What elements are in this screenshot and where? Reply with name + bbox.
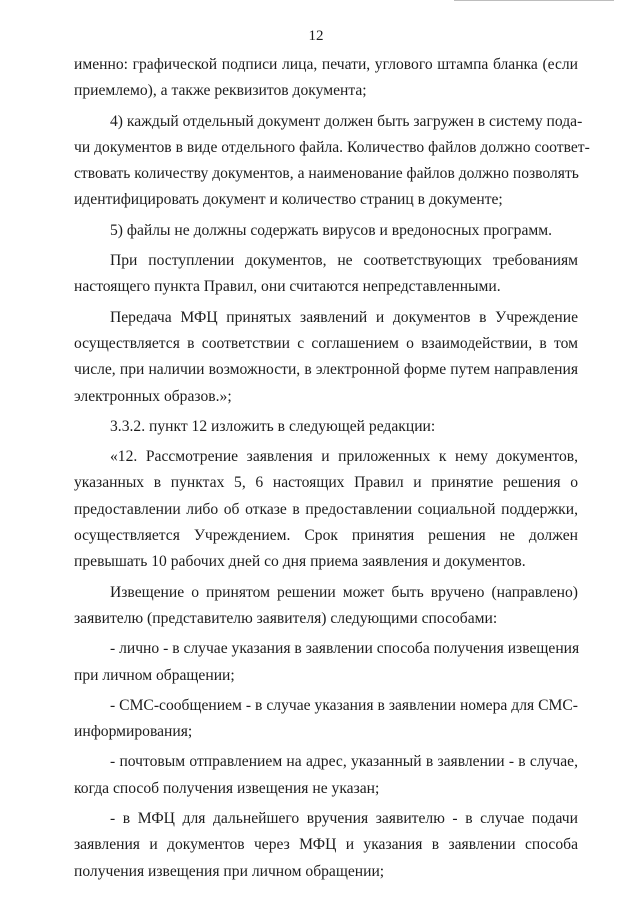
text-line: Извещение о принятом решении может быть вручено (направлено) bbox=[110, 583, 578, 601]
text-line: осуществляется Учреждением. Срок принятия решения не должен bbox=[74, 527, 578, 545]
text-line: 3.3.2. пункт 12 изложить в следующей редакции: bbox=[110, 417, 436, 435]
text-line: осуществляется в соответствии с соглашением о взаимодействии, в том bbox=[74, 334, 578, 352]
text-line: чи документов в виде отдельного файла. Количество файлов должно соответ- bbox=[74, 138, 590, 156]
text-line: именно: графической подписи лица, печати, углового штампа бланка (если bbox=[74, 56, 578, 73]
text-line: 4) каждый отдельный документ должен быть загружен в систему пода- bbox=[110, 112, 583, 130]
paragraph-6 bbox=[74, 414, 578, 440]
paragraph-4 bbox=[74, 248, 578, 301]
text-line: - лично - в случае указания в заявлении способа получения извещения bbox=[110, 640, 580, 658]
paragraph-1 bbox=[74, 52, 578, 105]
text-line: «12. Рассмотрение заявления и приложенных к нему документов, bbox=[110, 448, 578, 466]
text-line: заявления и документов через МФЦ и указания в заявлении способа bbox=[74, 836, 578, 854]
text-line: информирования; bbox=[74, 723, 193, 741]
paragraph-8 bbox=[74, 580, 578, 633]
paragraph-3 bbox=[74, 218, 578, 244]
text-line: числе, при наличии возможности, в электронной форме путем направления bbox=[74, 361, 578, 379]
text-line: - в МФЦ для дальнейшего вручения заявителю - в случае подачи bbox=[110, 810, 578, 828]
text-line: приемлемо), а также реквизитов документа; bbox=[74, 82, 367, 100]
paragraph-5 bbox=[74, 305, 578, 410]
text-line: 5) файлы не должны содержать вирусов и вредоносных программ. bbox=[110, 221, 553, 239]
paragraph-12 bbox=[74, 806, 578, 885]
scan-edge-line bbox=[454, 0, 614, 1]
text-line: указанных в пунктах 5, 6 настоящих Правил и принятие решения о bbox=[74, 474, 578, 492]
text-line: превышать 10 рабочих дней со дня приема заявления и документов. bbox=[74, 553, 526, 571]
text-line: электронных образов.»; bbox=[74, 387, 232, 405]
text-line: При поступлении документов, не соответствующих требованиям bbox=[110, 252, 578, 270]
paragraph-9 bbox=[74, 636, 578, 689]
text-line: когда способ получения извещения не указан; bbox=[74, 779, 380, 797]
text-line: получения извещения при личном обращении; bbox=[74, 862, 385, 880]
text-line: Передача МФЦ принятых заявлений и документов в Учреждение bbox=[110, 308, 578, 326]
text-line: при личном обращении; bbox=[74, 666, 235, 684]
paragraph-7 bbox=[74, 444, 578, 575]
text-line: предоставлении либо об отказе в предоставлении социальной поддержки, bbox=[74, 500, 578, 518]
document-body bbox=[74, 52, 590, 885]
text-line: ствовать количеству документов, а наименование файлов должно позволять bbox=[74, 165, 579, 183]
text-line: заявителю (представителю заявителя) следующими способами: bbox=[74, 609, 498, 627]
paragraph-10 bbox=[74, 693, 578, 746]
text-line: настоящего пункта Правил, они считаются непредставленными. bbox=[74, 278, 501, 296]
text-line: - СМС-сообщением - в случае указания в заявлении номера для СМС- bbox=[110, 696, 578, 714]
page-number: 12 bbox=[308, 28, 324, 44]
text-line: идентифицировать документ и количество страниц в документе; bbox=[74, 191, 503, 209]
paragraph-2 bbox=[74, 109, 590, 214]
paragraph-11 bbox=[74, 749, 578, 802]
text-line: - почтовым отправлением на адрес, указанный в заявлении - в случае, bbox=[110, 753, 578, 771]
